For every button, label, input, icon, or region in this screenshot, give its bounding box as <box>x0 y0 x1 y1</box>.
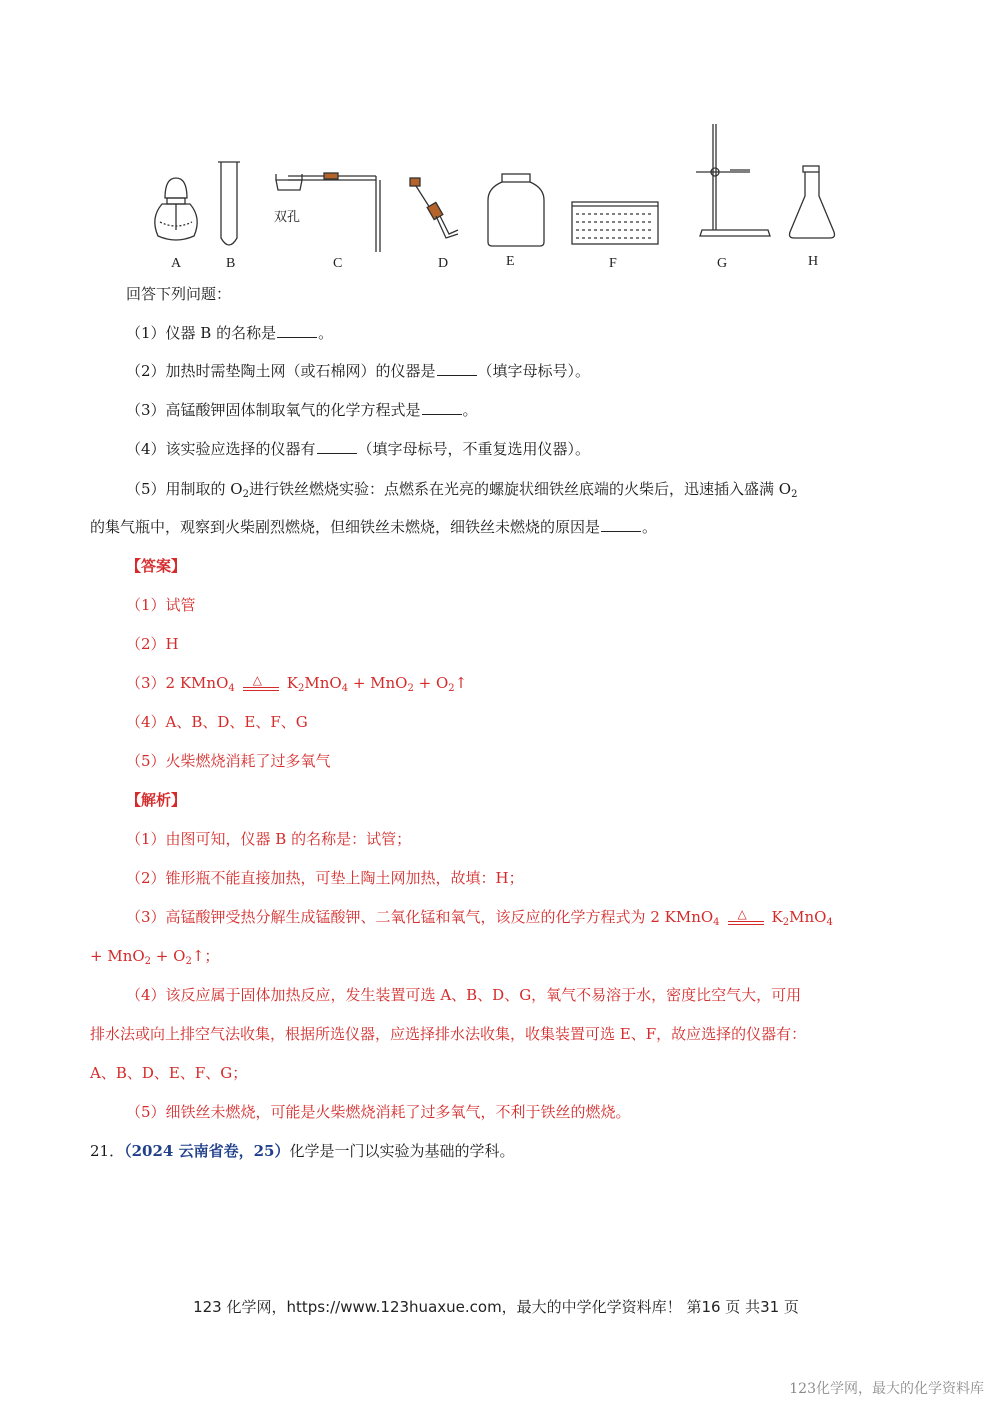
a3-reactant: （3）2 KMnO <box>126 674 229 692</box>
label-c: C <box>333 256 343 271</box>
delta-icon: △ <box>252 673 262 687</box>
page-footer: 123 化学网，https://www.123huaxue.com，最大的中学化学资料库！ 第16 页 共31 页 <box>193 1298 799 1316</box>
q1-blank <box>277 323 317 338</box>
apparatus-drawing <box>140 118 860 278</box>
p3-text: （3）高锰酸钾受热分解生成锰酸钾、二氧化锰和氧气，该反应的化学方程式为 2 KMnO <box>126 908 714 926</box>
analysis-2: （2）锥形瓶不能直接加热，可垫上陶土网加热，故填：H； <box>126 869 524 887</box>
q1-end: 。 <box>318 324 334 342</box>
label-d: D <box>438 256 449 271</box>
label-h: H <box>808 254 819 269</box>
q4-end: （填字母标号，不重复选用仪器）。 <box>357 440 591 458</box>
p3-sub: 2 <box>782 917 790 928</box>
q4-blank <box>317 439 357 454</box>
p3-k: K <box>771 908 783 926</box>
q2-text: （2）加热时需垫陶土网（或石棉网）的仪器是 <box>126 362 436 380</box>
analysis-4-line-3: A、B、D、E、F、G； <box>90 1064 248 1082</box>
p3-sub: 4 <box>826 917 833 928</box>
q5-part-b: 进行铁丝燃烧实验：点燃系在光亮的螺旋状细铁丝底端的火柴后，迅速插入盛满 O <box>249 480 792 498</box>
analysis-heading: 【解析】 <box>126 791 187 809</box>
heat-condition <box>243 674 279 694</box>
answer-heading: 【答案】 <box>126 557 187 575</box>
apparatus-figure <box>140 118 860 278</box>
a3-mno2: + MnO <box>348 674 408 692</box>
q2-end: （填字母标号）。 <box>477 362 591 380</box>
a3-sub: 4 <box>341 683 349 694</box>
p3-mn: MnO <box>789 908 827 926</box>
p3-sub: 4 <box>713 917 720 928</box>
analysis-3-line-1 <box>126 907 833 933</box>
analysis-3-line-2 <box>90 946 219 972</box>
answer-2: （2）H <box>126 635 179 653</box>
question-text: 化学是一门以实验为基础的学科。 <box>289 1142 515 1160</box>
q3-end: 。 <box>462 401 478 419</box>
test-tube-b <box>218 162 240 245</box>
q3-blank <box>422 400 462 415</box>
p3-end: ↑； <box>191 947 220 965</box>
delta-icon: △ <box>737 907 747 921</box>
question-5-line-2 <box>90 517 657 537</box>
question-prompt: 回答下列问题： <box>126 285 232 303</box>
label-e: E <box>506 254 515 269</box>
q5-blank <box>601 517 641 532</box>
p3-o2: + O <box>151 947 186 965</box>
label-b: B <box>226 256 236 271</box>
q5-part-a: （5）用制取的 O <box>126 480 243 498</box>
q1-text: （1）仪器 B 的名称是 <box>126 324 277 342</box>
label-g: G <box>717 256 728 271</box>
next-question <box>90 1141 514 1161</box>
question-4 <box>126 439 590 459</box>
a3-mn: MnO <box>304 674 342 692</box>
answer-5: （5）火柴燃烧消耗了过多氧气 <box>126 752 331 770</box>
a3-sub: 2 <box>297 683 305 694</box>
flask-h <box>790 166 835 238</box>
question-2 <box>126 361 590 381</box>
q5-end: 。 <box>642 518 658 536</box>
p3-mno2: + MnO <box>90 947 145 965</box>
q4-text: （4）该实验应选择的仪器有 <box>126 440 316 458</box>
iron-stand-g <box>696 124 770 236</box>
gas-arrow: ↑ <box>454 674 468 692</box>
rubber-tube-d <box>410 178 458 238</box>
a3-sub: 2 <box>448 683 455 694</box>
p3-sub: 2 <box>144 956 152 967</box>
analysis-5: （5）细铁丝未燃烧，可能是火柴燃烧消耗了过多氧气，不利于铁丝的燃烧。 <box>126 1103 631 1121</box>
watermark: 123化学网，最大的化学资料库 <box>789 1381 984 1397</box>
analysis-4-line-2: 排水法或向上排空气法收集，根据所选仪器，应选择排水法收集，收集装置可选 E、F，故应选择的仪器有： <box>90 1025 807 1043</box>
heat-condition <box>728 908 764 928</box>
label-a: A <box>171 256 182 271</box>
a3-sub: 4 <box>228 683 235 694</box>
answer-3 <box>126 673 467 699</box>
q5-sub-2: 2 <box>791 489 798 500</box>
question-5-line-1 <box>126 479 797 505</box>
a3-sub: 2 <box>407 683 414 694</box>
question-number: 21． <box>90 1142 125 1160</box>
a3-k: K <box>286 674 298 692</box>
q5-sub-1: 2 <box>242 489 249 500</box>
question-3 <box>126 400 478 420</box>
question-source: （2024 云南省卷，25） <box>124 1142 290 1160</box>
p3-sub: 2 <box>185 956 192 967</box>
gas-bottle-e <box>488 174 544 246</box>
water-trough-f <box>572 202 658 244</box>
label-f: F <box>609 256 617 271</box>
a3-o2: + O <box>413 674 449 692</box>
c-note: 双孔 <box>274 210 301 225</box>
q2-blank <box>437 361 477 376</box>
answer-1: （1）试管 <box>126 596 196 614</box>
analysis-4-line-1: （4）该反应属于固体加热反应，发生装置可选 A、B、D、G，氧气不易溶于水，密度比空气大，可用 <box>126 986 802 1004</box>
q5-line2-text: 的集气瓶中，观察到火柴剧烈燃烧，但细铁丝未燃烧，细铁丝未燃烧的原因是 <box>90 518 601 536</box>
q3-text: （3）高锰酸钾固体制取氧气的化学方程式是 <box>126 401 421 419</box>
analysis-1: （1）由图可知，仪器 B 的名称是：试管； <box>126 830 412 848</box>
alcohol-lamp-a <box>155 178 197 240</box>
answer-4: （4）A、B、D、E、F、G <box>126 713 308 731</box>
question-1 <box>126 323 333 343</box>
